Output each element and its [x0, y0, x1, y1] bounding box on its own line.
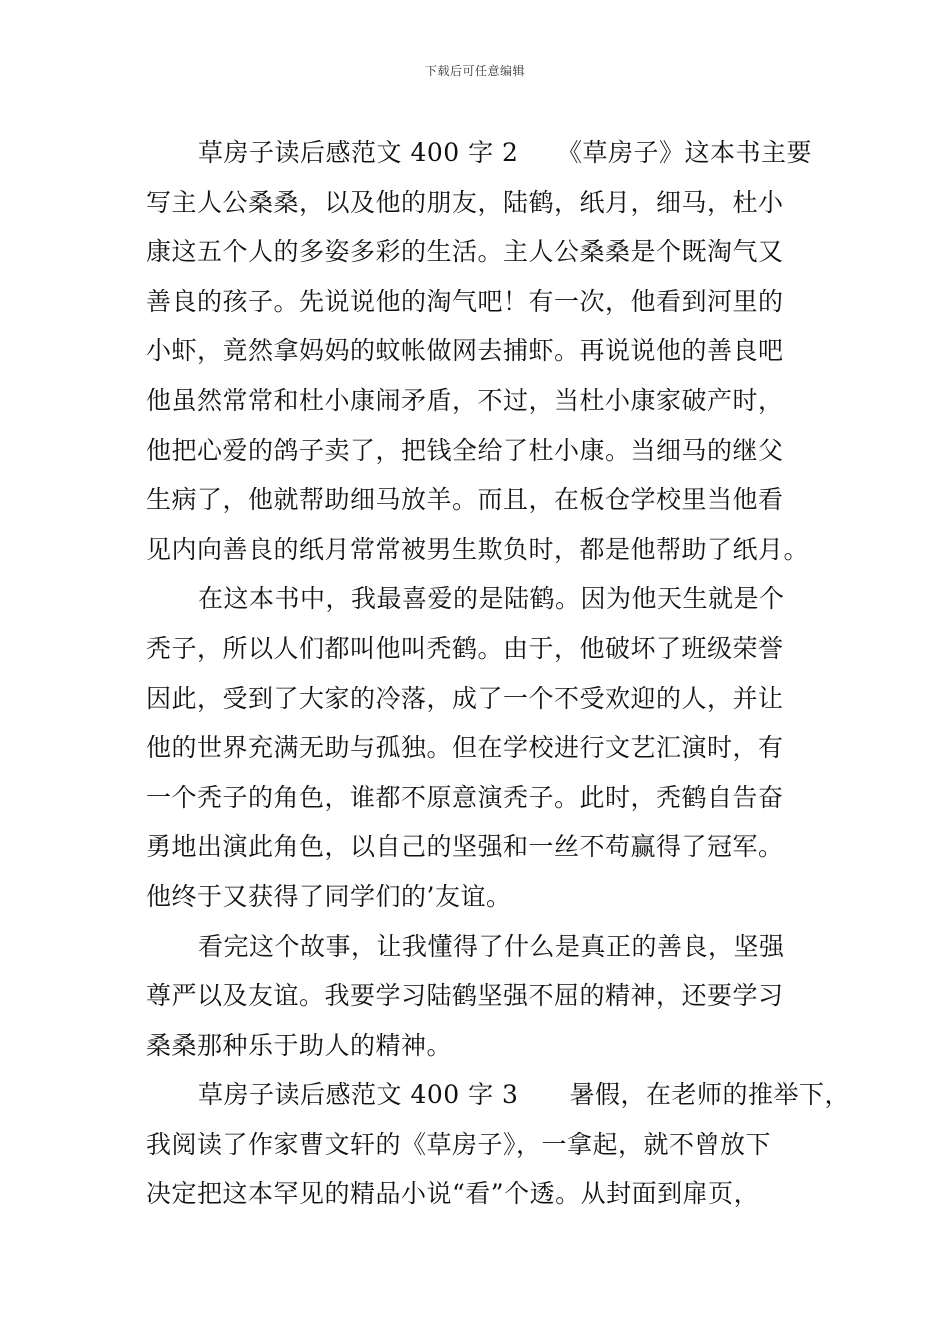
text-line: 尊严以及友谊。我要学习陆鹤坚强不屈的精神，还要学习 [146, 981, 784, 1011]
text-line: 草房子读后感范文 400 字 3 暑假，在老师的推举下， [198, 1080, 850, 1110]
text-line: 勇地出演此角色，以自己的坚强和一丝不苟赢得了冠军。 [146, 832, 784, 862]
text-line: 他终于又获得了同学们的’友谊。 [146, 881, 512, 911]
text-line: 他虽然常常和杜小康闹矛盾，不过，当杜小康家破产时， [146, 385, 784, 415]
text-line: 小虾，竟然拿妈妈的蚊帐做网去捕虾。再说说他的善良吧 [146, 336, 784, 366]
document-body [146, 128, 850, 1219]
text-line: 秃子，所以人们都叫他叫秃鹤。由于，他破坏了班级荣誉 [146, 633, 784, 663]
text-line: 决定把这本罕见的精品小说“看”个透。从封面到扉页， [146, 1179, 760, 1209]
text-line: 他的世界充满无助与孤独。但在学校进行文艺汇演时，有 [146, 733, 784, 763]
text-line: 看完这个故事，让我懂得了什么是真正的善良，坚强 [198, 931, 785, 961]
text-line: 我阅读了作家曹文轩的《草房子》，一拿起，就不曾放下 [146, 1129, 772, 1159]
text-line: 桑桑那种乐于助人的精神。 [146, 1030, 453, 1060]
text-line: 见内向善良的纸月常常被男生欺负时，都是他帮助了纸月。 [146, 534, 810, 564]
text-line: 写主人公桑桑，以及他的朋友，陆鹤，纸月，细马，杜小 [146, 187, 784, 217]
text-line: 草房子读后感范文 400 字 2 《草房子》这本书主要 [198, 138, 812, 167]
page-header: 下载后可任意编辑 [424, 64, 525, 78]
text-line: 他把心爱的鸽子卖了，把钱全给了杜小康。当细马的继父 [146, 435, 784, 465]
text-line: 生病了，他就帮助细马放羊。而且，在板仓学校里当他看 [146, 485, 784, 515]
text-line: 善良的孩子。先说说他的淘气吧！有一次，他看到河里的 [146, 286, 784, 316]
text-line: 一个秃子的角色，谁都不原意演秃子。此时，秃鹤自告奋 [146, 782, 784, 812]
text-line: 在这本书中，我最喜爱的是陆鹤。因为他天生就是个 [198, 584, 785, 614]
text-line: 康这五个人的多姿多彩的生活。主人公桑桑是个既淘气又 [146, 237, 784, 267]
text-line: 因此，受到了大家的冷落，成了一个不受欢迎的人，并让 [146, 683, 784, 713]
